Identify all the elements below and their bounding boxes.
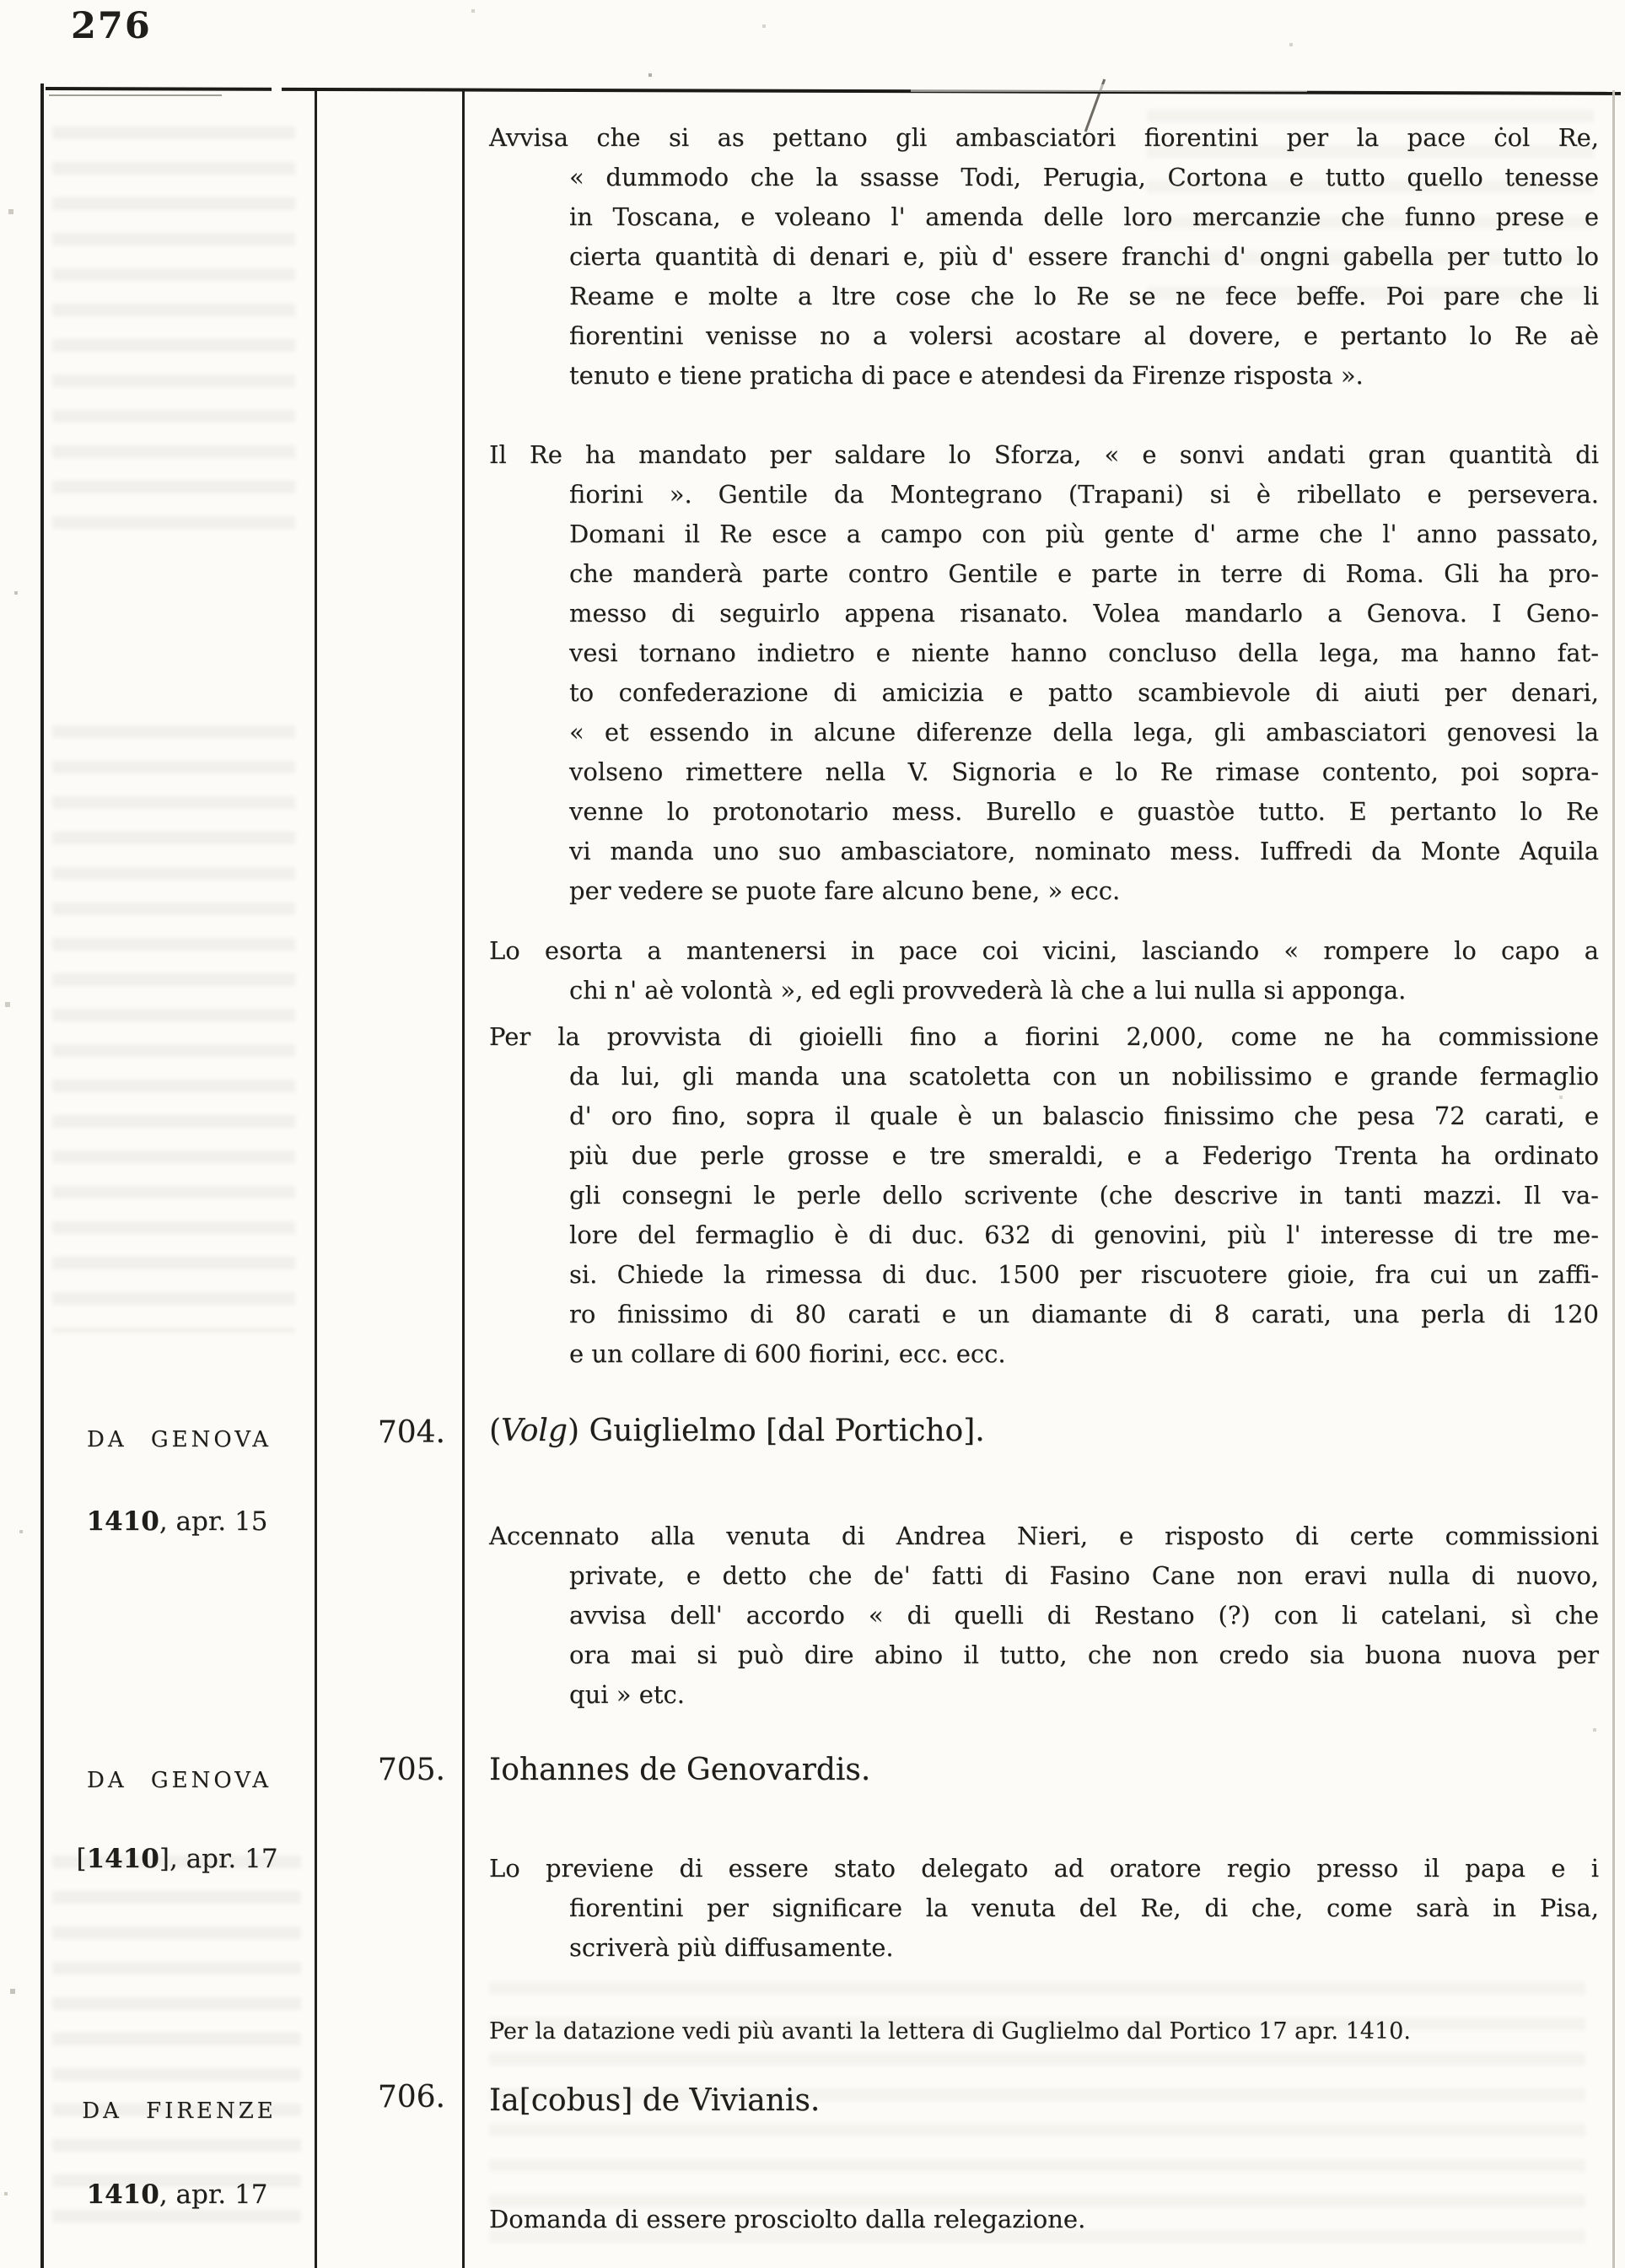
entry-place: DA GENOVA [86,1768,272,1793]
text-line: Lo previene di essere stato delegato ad oratore regio presso il papa e i [489,1854,1599,1883]
text-line: private, e detto che de' fatti di Fasino Cane non eravi nulla di nuovo, [569,1561,1599,1590]
date-suffix: , apr. 15 [159,1506,268,1537]
text-line: scriverà più diffusamente. [569,1933,894,1962]
entry-number: 704. [377,1415,445,1450]
heading-post: Ia[cobus] de Vivianis. [489,2083,821,2118]
date-suffix: ], apr. 17 [159,1844,278,1874]
entry-body [489,1516,1599,1715]
entry-place: DA GENOVA [86,1427,272,1452]
text-line: fiorentini per significare la venuta del Re, di che, come sarà in Pisa, [569,1894,1599,1922]
text-line: qui » etc. [569,1680,685,1709]
date-year: 1410 [86,1844,159,1874]
entry-heading [489,2083,1599,2118]
heading-post: Iohannes de Genovardis. [489,1753,871,1787]
top-rule [46,87,1621,95]
date-year: 1410 [86,2179,159,2210]
text-line: « dummodo che la ssasse Todi, Perugia, Cortona e tutto quello tenesse [569,163,1599,191]
text-line: si. Chiede la rimessa di duc. 1500 per riscuotere gioie, fra cui un zaffi- [569,1260,1599,1289]
scan-speck-artifacts [0,0,2,2]
text-line: Accennato alla venuta di Andrea Nieri, e risposto di certe commissioni [489,1522,1599,1550]
entry-body [489,1849,1599,1968]
text-line: Per la provvista di gioielli fino a fiorini 2,000, come ne ha commissione [489,1022,1599,1051]
text-line: ro finissimo di 80 carati e un diamante di 8 carati, una perla di 120 [569,1300,1599,1328]
column-divider-place [315,90,317,2268]
regesto-paragraph [489,931,1599,1010]
text-line: vesi tornano indietro e niente hanno concluso della lega, ma hanno fat- [569,638,1599,667]
entry-number: 705. [377,1753,445,1787]
regesto-paragraph [489,118,1599,396]
right-edge-rule [1612,90,1615,2268]
text-line: per vedere se puote fare alcuno bene, » ecc. [569,876,1121,905]
text-line: tenuto e tiene praticha di pace e atendesi da Firenze risposta ». [569,361,1364,390]
text-line: Reame e molte a ltre cose che lo Re se ne fece beffe. Poi pare che li [569,282,1599,310]
text-line: che manderà parte contro Gentile e parte in terre di Roma. Gli ha pro- [569,559,1599,588]
entry-footnote: Per la datazione vedi più avanti la lettera di Guglielmo dal Portico 17 apr. 1410. [489,2018,1411,2044]
text-line: cierta quantità di denari e, più d' essere franchi d' ongni gabella per tutto lo [569,242,1599,271]
text-line: chi n' aè volontà », ed egli provvederà là che a lui nulla si apponga. [569,976,1407,1005]
text-line: volseno rimettere nella V. Signoria e lo Re rimase contento, poi sopra- [569,757,1599,786]
bleed-through-artifact [52,725,295,1333]
regesto-paragraph [489,435,1599,911]
date-prefix: [ [76,1844,87,1874]
text-line: avvisa dell' accordo « di quelli di Restano (?) con li catelani, sì che [569,1601,1599,1630]
column-divider-number [462,90,465,2268]
entry-heading [489,1753,1599,1787]
text-line: in Toscana, e voleano l' amenda delle loro mercanzie che funno prese e [569,202,1599,231]
left-border-rule [40,84,44,2268]
text-line: più due perle grosse e tre smeraldi, e a Federigo Trenta ha ordinato [569,1141,1599,1170]
text-line: Domanda di essere prosciolto dalla relegazione. [489,2205,1086,2233]
text-line: e un collare di 600 fiorini, ecc. ecc. [569,1339,1006,1368]
text-line: ora mai si può dire abino il tutto, che non credo sia buona nuova per [569,1640,1599,1669]
page-number: 276 [71,5,152,47]
text-line: to confederazione di amicizia e patto scambievole di aiuti per denari, [569,678,1599,707]
heading-post: ) Guiglielmo [dal Porticho]. [567,1414,985,1448]
heading-italic: Volg [501,1414,568,1448]
text-line: lore del fermaglio è di duc. 632 di genovini, più l' interesse di tre me- [569,1220,1599,1249]
date-year: 1410 [86,1506,159,1537]
text-line: d' oro fino, sopra il quale è un balascio finissimo che pesa 72 carati, e [569,1102,1599,1130]
text-line: fiorentini venisse no a volersi acostare al dovere, e pertanto lo Re aè [569,321,1599,350]
text-line: Avvisa che si as pettano gli ambasciatori fiorentini per la pace ċol Re, [489,123,1599,152]
text-line: fiorini ». Gentile da Montegrano (Trapani) si è ribellato e persevera. [569,480,1599,509]
entry-date [42,2179,312,2210]
entry-date [42,1844,312,1874]
bleed-through-artifact [52,127,295,548]
top-rule-gap [272,85,282,93]
top-rule-fragment [49,94,222,96]
text-line: « et essendo in alcune diferenze della lega, gli ambasciatori genovesi la [569,718,1599,746]
regesto-paragraph [489,1017,1599,1374]
text-line: Domani il Re esce a campo con più gente d' arme che l' anno passato, [569,520,1599,548]
heading-pre: ( [489,1414,502,1448]
text-line: Il Re ha mandato per saldare lo Sforza, « e sonvi andati gran quantità di [489,440,1599,469]
text-line: vi manda uno suo ambasciatore, nominato mess. Iuffredi da Monte Aquila [569,837,1599,865]
entry-heading [489,1414,1599,1448]
date-suffix: , apr. 17 [159,2179,268,2210]
text-line: da lui, gli manda una scatoletta con un nobilissimo e grande fermaglio [569,1062,1599,1091]
entry-date [42,1506,312,1537]
text-line: venne lo protonotario mess. Burello e guastòe tutto. E pertanto lo Re [569,797,1599,826]
entry-number: 706. [377,2080,445,2114]
top-rule-fade [911,84,1307,92]
text-line: messo di seguirlo appena risanato. Volea mandarlo a Genova. I Geno- [569,599,1599,628]
text-line: Lo esorta a mantenersi in pace coi vicini, lasciando « rompere lo capo a [489,936,1599,965]
entry-place: DA FIRENZE [82,2098,277,2124]
text-line: gli consegni le perle dello scrivente (che descrive in tanti mazzi. Il va- [569,1181,1599,1209]
entry-body [489,2200,1599,2239]
